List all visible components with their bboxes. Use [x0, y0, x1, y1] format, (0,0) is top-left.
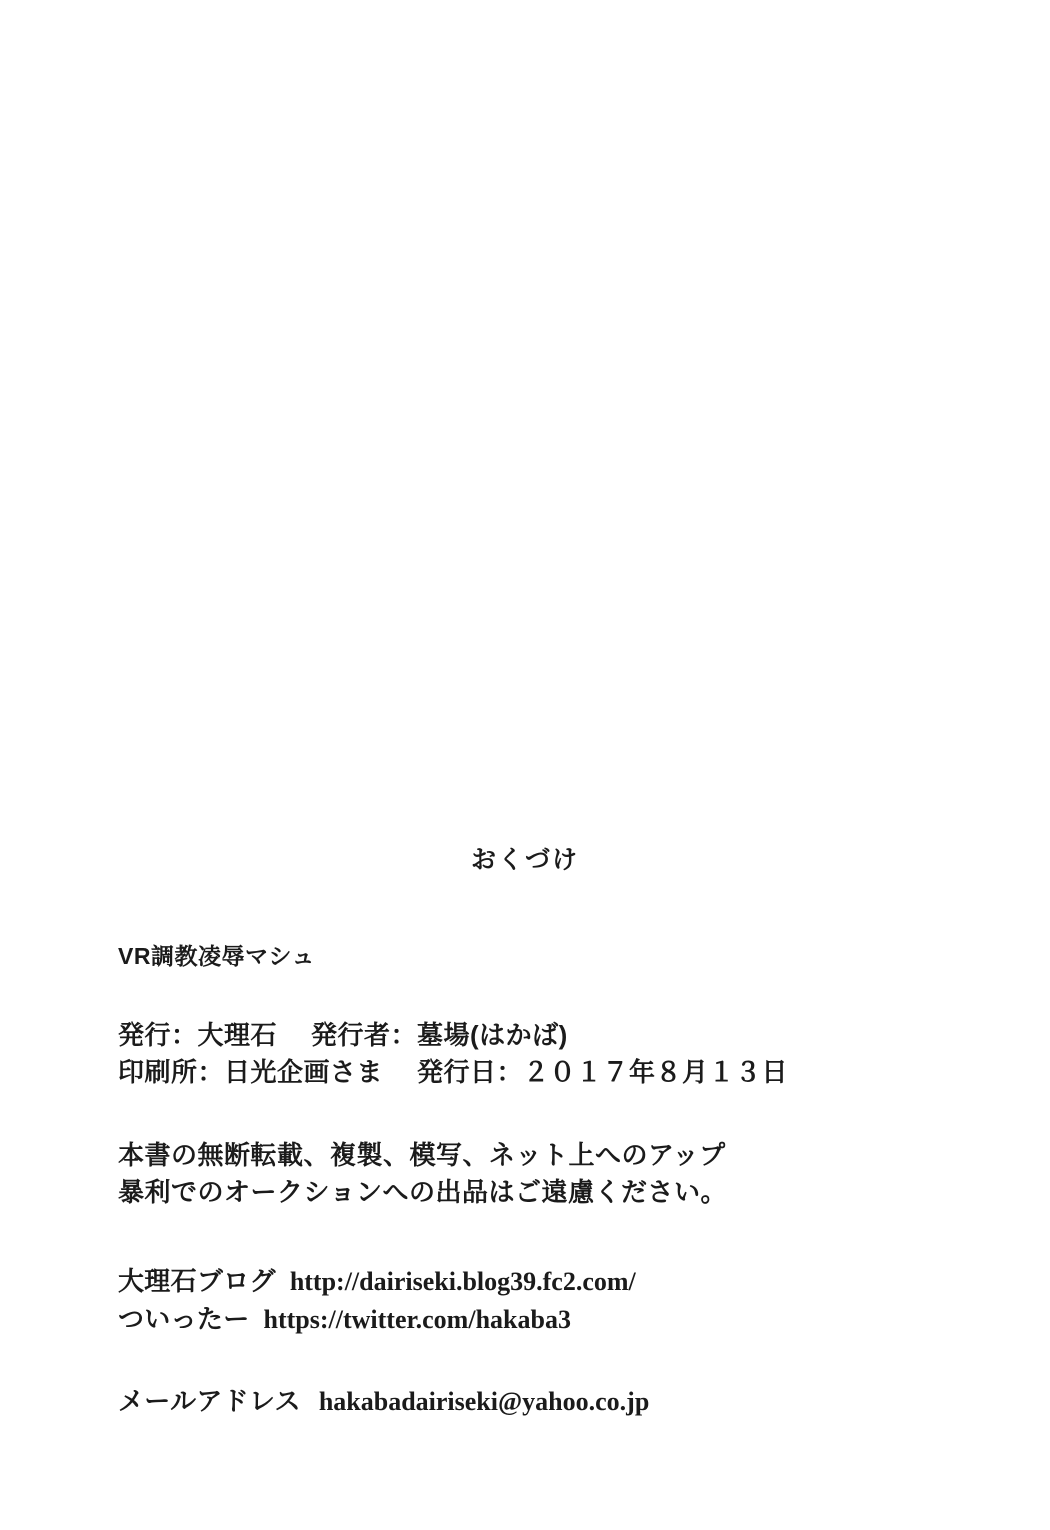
- mail-label: メールアドレス: [118, 1385, 301, 1416]
- printer-label: 印刷所：日光企画さま: [118, 1056, 384, 1087]
- twitter-url[interactable]: https://twitter.com/hakaba3: [263, 1304, 571, 1334]
- notice-line-1: 本書の無断転載、複製、模写、ネット上へのアップ: [118, 1139, 726, 1170]
- blog-url[interactable]: http://dairiseki.blog39.fc2.com/: [289, 1266, 636, 1296]
- publisher-label: 発行：大理石: [118, 1020, 278, 1050]
- notice-line-2: 暴利でのオークションへの出品はご遠慮ください。: [118, 1176, 727, 1207]
- colophon-heading: おくづけ: [470, 846, 579, 874]
- credits-block: [118, 1017, 948, 1091]
- twitter-label: ついったー: [118, 1303, 250, 1334]
- blog-line: [118, 1263, 948, 1301]
- credits-line-2: [118, 1054, 948, 1091]
- colophon-section: [0, 840, 1050, 1418]
- twitter-line: [118, 1301, 948, 1339]
- credits-line-1: [118, 1017, 948, 1054]
- mail-block: [118, 1381, 948, 1418]
- work-title: VR調教凌辱マシュ: [118, 943, 315, 969]
- publish-date-label: 発行日：２０１７年８月１３日: [417, 1056, 789, 1087]
- colophon-body: [118, 938, 948, 1418]
- links-block: [118, 1263, 948, 1339]
- mail-address[interactable]: hakabadairiseki@yahoo.co.jp: [318, 1386, 650, 1416]
- blog-label: 大理石ブログ: [118, 1265, 276, 1296]
- author-label: 発行者：墓場(はかば): [311, 1020, 568, 1050]
- usage-notice: [118, 1137, 948, 1211]
